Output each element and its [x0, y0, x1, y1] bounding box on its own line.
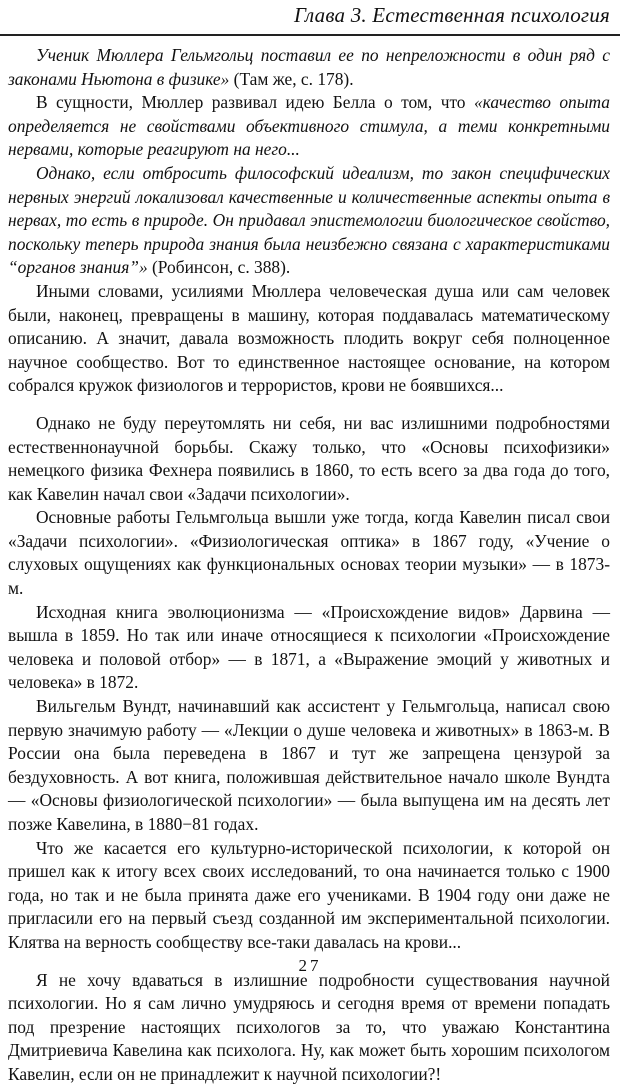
paragraph-6: Основные работы Гельмгольца вышли уже тогда, когда Кавелин писал свои «Задачи психологии». «Физиологическая оптика» в 1867 году, «Учение о слуховых ощущениях как функциональных основах теории музыки» — в 1873-м. [8, 507, 610, 599]
running-header [0, 0, 620, 36]
quote-text: Однако, если отбросить философский идеализм, то закон специфических нервных энергий локализовал качественные и количественные аспекты опыта в нервах, то есть в природе. Он придавал эпистемологии биологическое свойство, поскольку теперь природа знания была неизбежно связана с характеристиками “органов знания”» [8, 162, 610, 278]
quote-paragraph-3 [8, 162, 610, 280]
paragraph-lead: В сущности, Мюллер развивал идею Белла о том, что [36, 92, 474, 113]
paragraph-5: Однако не буду переутомлять ни себя, ни вас излишними подробностями естественнонаучной борьбы. Скажу только, что «Основы психофизики» немецкого физика Фехнера появились в 1860, то есть всего за два года до того, как Кавелин начал свои «Задачи психологии». [8, 412, 610, 504]
chapter-title: Глава 3. Естественная психология [294, 3, 610, 27]
quote-paragraph-1 [8, 44, 610, 91]
page-number: 27 [298, 956, 322, 975]
paragraph-4: Иными словами, усилиями Мюллера человеческая душа или сам человек были, наконец, превращены в машину, которая поддавалась математическому описанию. А значит, давала возможность плодить вокруг себя полноценное научное сообщество. Вот то единственное настоящее основание, на котором собрался кружок физиологов и террористов, крови не боявшихся... [8, 280, 610, 396]
page-body [8, 44, 610, 1087]
quote-text: Ученик Мюллера Гельмгольц поставил ее по непреложности в один ряд с законами Ньютона в физике» [8, 45, 610, 89]
paragraph-8: Вильгельм Вундт, начинавший как ассистент у Гельмгольца, написал свою первую значимую работу — «Лекции о душе человека и животных» в 1863-м. В России она была переведена в 1867 и тут же запрещена цензурой за бездуховность. А вот книга, положившая действительное начало школе Вундта — «Основы физиологической психологии» — была выпущена им на десять лет позже Кавелина, в 1880−81 годах. [8, 696, 610, 834]
paragraph-7: Исходная книга эволюционизма — «Происхождение видов» Дарвина — вышла в 1859. Но так или иначе относящиеся к психологии «Происхождение человека и половой отбор» — в 1871, а «Выражение эмоций у животных и человека» в 1872. [8, 601, 610, 693]
paragraph-2 [8, 91, 610, 162]
citation: (Робинсон, с. 388). [147, 257, 291, 278]
paragraph-10: Я не хочу вдаваться в излишние подробности существования научной психологии. Но я сам лично умудряюсь и сегодня время от времени попадать под презрение настоящих психологов за то, что уважаю Константина Дмитриевича Кавелина как психолога. Ну, как может быть хорошим психологом Кавелин, если он не принадлежит к научной психологии?! [8, 969, 610, 1084]
paragraph-9: Что же касается его культурно-исторической психологии, к которой он пришел как к итогу всех своих исследований, то она начинается только с 1900 года, но так и не была принята даже его учениками. В 1904 году они даже не пригласили его на первый съезд созданной им экспериментальной психологии. Клятва на верность сообществу все-таки давалась на крови... [8, 837, 610, 952]
citation: (Там же, с. 178). [229, 68, 354, 89]
quote-text: «качество опыта определяется не свойствами объективного стимула, а теми конкретными нервами, которые реагируют на него... [8, 92, 610, 160]
